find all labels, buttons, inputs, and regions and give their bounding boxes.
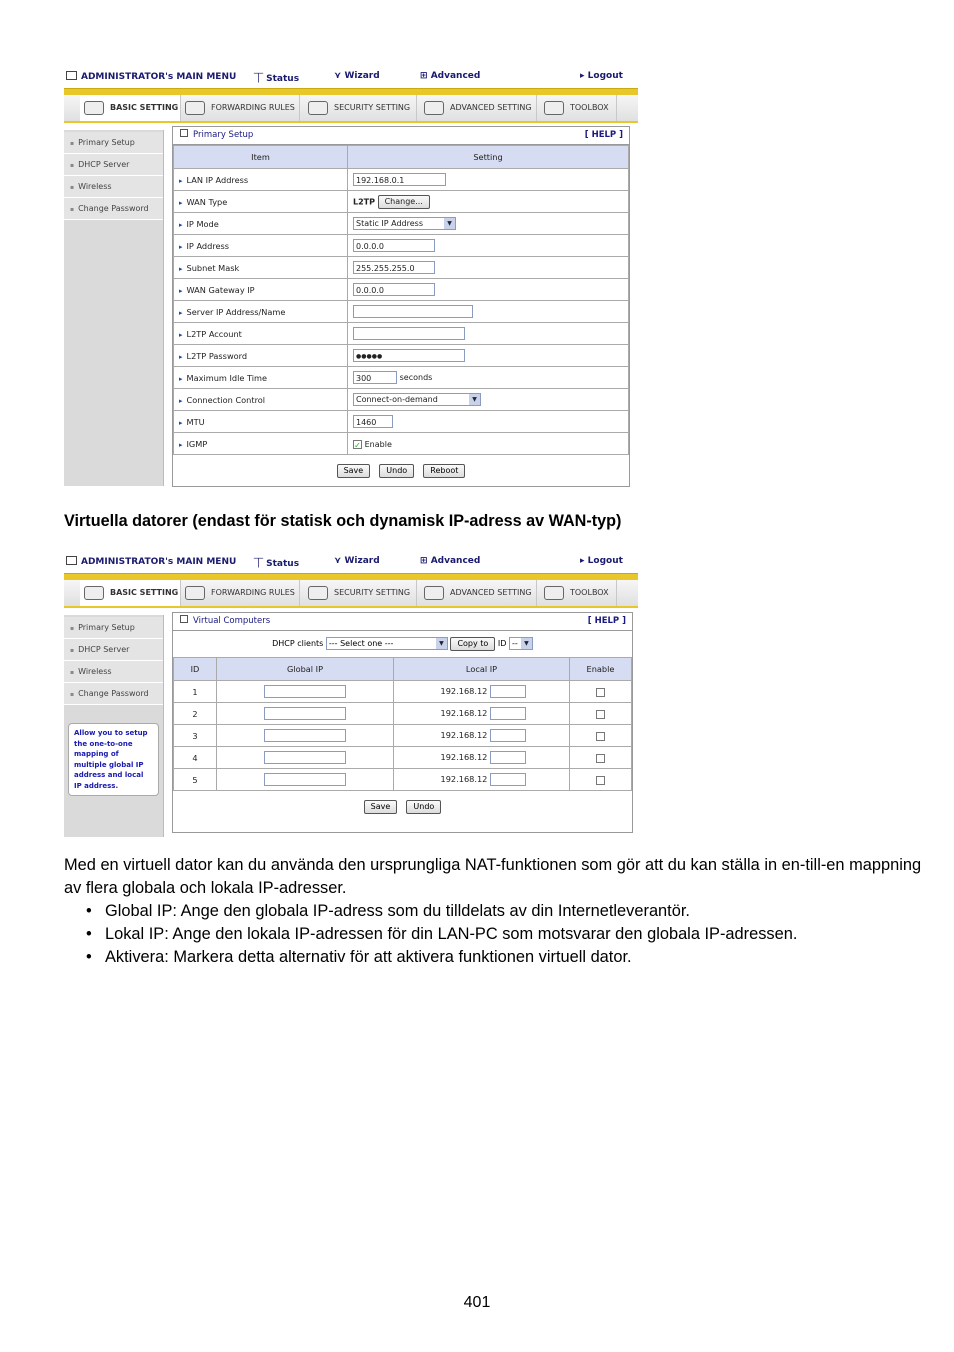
- tab-basic-setting[interactable]: BASIC SETTING: [80, 95, 181, 121]
- chevron-down-icon: ▼: [521, 638, 532, 649]
- arrow-right-icon: ▸: [179, 396, 183, 405]
- window-icon: [66, 556, 77, 565]
- gold-bar: [64, 573, 638, 580]
- table-row: ▸ Connection Control Connect-on-demand ▼: [174, 389, 629, 411]
- table-row: ▸ IGMP ✓ Enable: [174, 433, 629, 455]
- global-ip-input[interactable]: [264, 773, 346, 786]
- table-row: ▸ Subnet Mask 255.255.255.0: [174, 257, 629, 279]
- dhcp-clients-label: DHCP clients: [272, 639, 324, 648]
- ip-address-input[interactable]: 0.0.0.0: [353, 239, 435, 252]
- copy-to-button[interactable]: Copy to: [450, 637, 495, 651]
- row-id: 2: [174, 703, 217, 725]
- table-row: ▸ LAN IP Address 192.168.0.1: [174, 169, 629, 191]
- mtu-input[interactable]: 1460: [353, 415, 393, 428]
- idle-time-input[interactable]: 300: [353, 371, 397, 384]
- arrow-right-icon: ▸: [179, 352, 183, 361]
- advanced-icon: [424, 586, 444, 600]
- local-ip-prefix: 192.168.12: [440, 708, 488, 718]
- col-item: Item: [174, 146, 348, 169]
- enable-checkbox[interactable]: [596, 710, 605, 719]
- screenshot-primary-setup: [64, 66, 638, 486]
- folder-icon: [84, 101, 104, 115]
- primary-setup-panel: [172, 126, 630, 487]
- arrow-right-icon: ▸: [179, 330, 183, 339]
- admin-menu-link[interactable]: ADMINISTRATOR's MAIN MENU: [66, 556, 236, 567]
- row-id: 1: [174, 681, 217, 703]
- tab-basic-setting[interactable]: BASIC SETTING: [80, 580, 181, 606]
- sidebar-item-dhcp-server[interactable]: ▪ DHCP Server: [64, 639, 163, 661]
- local-ip-prefix: 192.168.12: [440, 752, 488, 762]
- help-link[interactable]: [ HELP ]: [584, 130, 623, 140]
- list-item: • Global IP: Ange den globala IP-adress som du tilldelats av din Internetleverantör.: [105, 900, 924, 923]
- id-label: ID: [497, 639, 507, 648]
- ip-mode-select[interactable]: Static IP Address ▼: [353, 217, 456, 230]
- arrow-right-icon: ▸: [179, 220, 183, 229]
- enable-checkbox[interactable]: [596, 754, 605, 763]
- igmp-enable-label: Enable: [364, 439, 392, 449]
- folder-icon: [84, 586, 104, 600]
- local-ip-input[interactable]: [490, 707, 526, 720]
- wizard-icon: ⋎: [334, 71, 345, 81]
- button-row: [173, 455, 629, 483]
- arrow-right-icon: ▸: [179, 242, 183, 251]
- global-ip-input[interactable]: [264, 729, 346, 742]
- arrow-right-icon: ▸: [179, 176, 183, 185]
- admin-menu-link[interactable]: ADMINISTRATOR's MAIN MENU: [66, 71, 236, 82]
- sidebar-item-change-password[interactable]: ▪ Change Password: [64, 683, 163, 705]
- status-icon: ⏉: [254, 74, 267, 84]
- advanced-icon: ⊞: [420, 71, 431, 81]
- global-ip-input[interactable]: [264, 685, 346, 698]
- chevron-down-icon: ▼: [444, 218, 455, 229]
- enable-checkbox[interactable]: [596, 732, 605, 741]
- tab-forwarding-rules[interactable]: FORWARDING RULES: [181, 580, 300, 606]
- window-icon: [66, 71, 77, 80]
- arrow-right-icon: ▸: [179, 198, 183, 207]
- security-icon: [308, 101, 328, 115]
- dhcp-client-select[interactable]: --- Select one --- ▼: [326, 637, 448, 650]
- tab-bar: [64, 580, 638, 608]
- table-row: [174, 703, 632, 725]
- arrow-right-icon: ▸: [179, 286, 183, 295]
- arrow-right-icon: ▸: [179, 264, 183, 273]
- table-row: ▸ Maximum Idle Time 300 seconds: [174, 367, 629, 389]
- table-row: ▸ WAN Gateway IP 0.0.0.0: [174, 279, 629, 301]
- list-item: • Lokal IP: Ange den lokala IP-adressen för din LAN-PC som motsvarar den globala IP-adressen.: [105, 923, 924, 946]
- sidebar-item-wireless[interactable]: ▪ Wireless: [64, 661, 163, 683]
- advanced-icon: [424, 101, 444, 115]
- arrow-right-icon: ▸: [179, 440, 183, 449]
- intro-paragraph: Med en virtuell dator kan du använda den ursprungliga NAT-funktionen som gör att du kan ställa in en-till-en mappning av flera globala och lokala IP-adresser.: [64, 856, 922, 897]
- dhcp-client-row: [173, 631, 632, 658]
- col-setting: Setting: [348, 146, 629, 169]
- sidebar-item-primary-setup[interactable]: ▪ Primary Setup: [64, 617, 163, 639]
- wan-gateway-input[interactable]: 0.0.0.0: [353, 283, 435, 296]
- table-row: ▸ L2TP Account: [174, 323, 629, 345]
- seconds-unit: seconds: [399, 373, 433, 382]
- tab-forwarding-rules[interactable]: FORWARDING RULES: [181, 95, 300, 121]
- col-id: ID: [174, 658, 217, 681]
- row-id: 5: [174, 769, 217, 791]
- tab-toolbox[interactable]: TOOLBOX: [540, 580, 617, 606]
- toolbox-icon: [544, 586, 564, 600]
- table-row: ▸ MTU 1460: [174, 411, 629, 433]
- col-local-ip: Local IP: [394, 658, 570, 681]
- wizard-link[interactable]: ⋎ Wizard: [334, 71, 380, 81]
- local-ip-input[interactable]: [490, 751, 526, 764]
- table-row: ▸ Server IP Address/Name: [174, 301, 629, 323]
- arrow-right-icon: ▸: [179, 418, 183, 427]
- logout-link[interactable]: ▸ Logout: [580, 71, 623, 81]
- advanced-icon: ⊞: [420, 556, 431, 566]
- tab-advanced-setting[interactable]: ADVANCED SETTING: [420, 95, 537, 121]
- arrow-right-icon: ▸: [179, 308, 183, 317]
- table-row: [174, 769, 632, 791]
- sidebar: [64, 130, 164, 486]
- tab-toolbox[interactable]: TOOLBOX: [540, 95, 617, 121]
- advanced-link[interactable]: ⊞ Advanced: [420, 71, 481, 81]
- advanced-link[interactable]: ⊞ Advanced: [420, 556, 481, 566]
- gold-bar: [64, 88, 638, 95]
- col-global-ip: Global IP: [217, 658, 394, 681]
- lan-ip-input[interactable]: 192.168.0.1: [353, 173, 446, 186]
- local-ip-prefix: 192.168.12: [440, 686, 488, 696]
- arrow-right-icon: ▸: [179, 374, 183, 383]
- arrow-right-icon: ▸: [580, 71, 588, 81]
- tab-bar: [64, 95, 638, 123]
- list-item: • Aktivera: Markera detta alternativ för att aktivera funktionen virtuell dator.: [105, 946, 924, 969]
- screenshot-virtual-computers: [64, 551, 638, 837]
- col-enable: Enable: [570, 658, 632, 681]
- global-ip-input[interactable]: [264, 707, 346, 720]
- l2tp-password-input[interactable]: ●●●●●: [353, 349, 465, 362]
- local-ip-prefix: 192.168.12: [440, 774, 488, 784]
- row-id: 4: [174, 747, 217, 769]
- wizard-icon: ⋎: [334, 556, 345, 566]
- table-row: ▸ L2TP Password ●●●●●: [174, 345, 629, 367]
- undo-button[interactable]: Undo: [406, 800, 441, 814]
- security-icon: [308, 586, 328, 600]
- wan-type-value: L2TP: [353, 197, 375, 206]
- tab-security-setting[interactable]: SECURITY SETTING: [304, 580, 417, 606]
- sidebar-item-primary-setup[interactable]: ▪ Primary Setup: [64, 132, 163, 154]
- connection-control-select[interactable]: Connect-on-demand ▼: [353, 393, 481, 406]
- wizard-link[interactable]: ⋎ Wizard: [334, 556, 380, 566]
- chevron-down-icon: ▼: [436, 638, 447, 649]
- enable-checkbox[interactable]: [596, 776, 605, 785]
- tab-security-setting[interactable]: SECURITY SETTING: [304, 95, 417, 121]
- table-row: [174, 725, 632, 747]
- global-ip-input[interactable]: [264, 751, 346, 764]
- subnet-mask-input[interactable]: 255.255.255.0: [353, 261, 435, 274]
- save-button[interactable]: Save: [364, 800, 398, 814]
- id-select[interactable]: -- ▼: [509, 637, 533, 650]
- undo-button[interactable]: Undo: [379, 464, 414, 478]
- tab-advanced-setting[interactable]: ADVANCED SETTING: [420, 580, 537, 606]
- table-row: ▸ WAN Type L2TP Change...: [174, 191, 629, 213]
- logout-link[interactable]: ▸ Logout: [580, 556, 623, 566]
- save-button[interactable]: Save: [337, 464, 371, 478]
- table-row: [174, 747, 632, 769]
- sidebar: [64, 615, 164, 837]
- local-ip-input[interactable]: [490, 729, 526, 742]
- forward-icon: [185, 586, 205, 600]
- panel-title: Virtual Computers [ HELP ]: [173, 613, 632, 631]
- body-text: [64, 854, 924, 969]
- row-id: 3: [174, 725, 217, 747]
- virtual-computers-table: [173, 658, 632, 791]
- virtual-computers-panel: [172, 612, 633, 833]
- sidebar-item-dhcp-server[interactable]: ▪ DHCP Server: [64, 154, 163, 176]
- top-menu: [64, 66, 638, 88]
- chevron-down-icon: ▼: [469, 394, 480, 405]
- table-row: [174, 681, 632, 703]
- reboot-button[interactable]: Reboot: [423, 464, 465, 478]
- section-heading: Virtuella datorer (endast för statisk och dynamisk IP-adress av WAN-typ): [64, 512, 622, 530]
- enable-checkbox[interactable]: [596, 688, 605, 697]
- bullet-list: [64, 900, 924, 969]
- table-row: ▸ IP Address 0.0.0.0: [174, 235, 629, 257]
- status-icon: ⏉: [254, 559, 267, 569]
- status-link[interactable]: ⏉ Status: [254, 559, 300, 569]
- sidebar-item-wireless[interactable]: ▪ Wireless: [64, 176, 163, 198]
- l2tp-account-input[interactable]: [353, 327, 465, 340]
- help-text-box: Allow you to setup the one-to-one mapping of multiple global IP address and local IP address.: [68, 723, 159, 796]
- settings-table: [173, 145, 629, 455]
- button-row: [173, 791, 632, 819]
- panel-title: Primary Setup [ HELP ]: [173, 127, 629, 145]
- local-ip-prefix: 192.168.12: [440, 730, 488, 740]
- top-menu: [64, 551, 638, 573]
- page-number: 401: [463, 1294, 491, 1311]
- local-ip-input[interactable]: [490, 773, 526, 786]
- change-wan-button[interactable]: Change...: [378, 195, 430, 209]
- forward-icon: [185, 101, 205, 115]
- server-address-input[interactable]: [353, 305, 473, 318]
- status-link[interactable]: ⏉ Status: [254, 74, 300, 84]
- table-row: ▸ IP Mode Static IP Address ▼: [174, 213, 629, 235]
- arrow-right-icon: ▸: [580, 556, 588, 566]
- igmp-checkbox[interactable]: ✓: [354, 440, 361, 450]
- toolbox-icon: [544, 101, 564, 115]
- sidebar-item-change-password[interactable]: ▪ Change Password: [64, 198, 163, 220]
- local-ip-input[interactable]: [490, 685, 526, 698]
- help-link[interactable]: [ HELP ]: [587, 616, 626, 626]
